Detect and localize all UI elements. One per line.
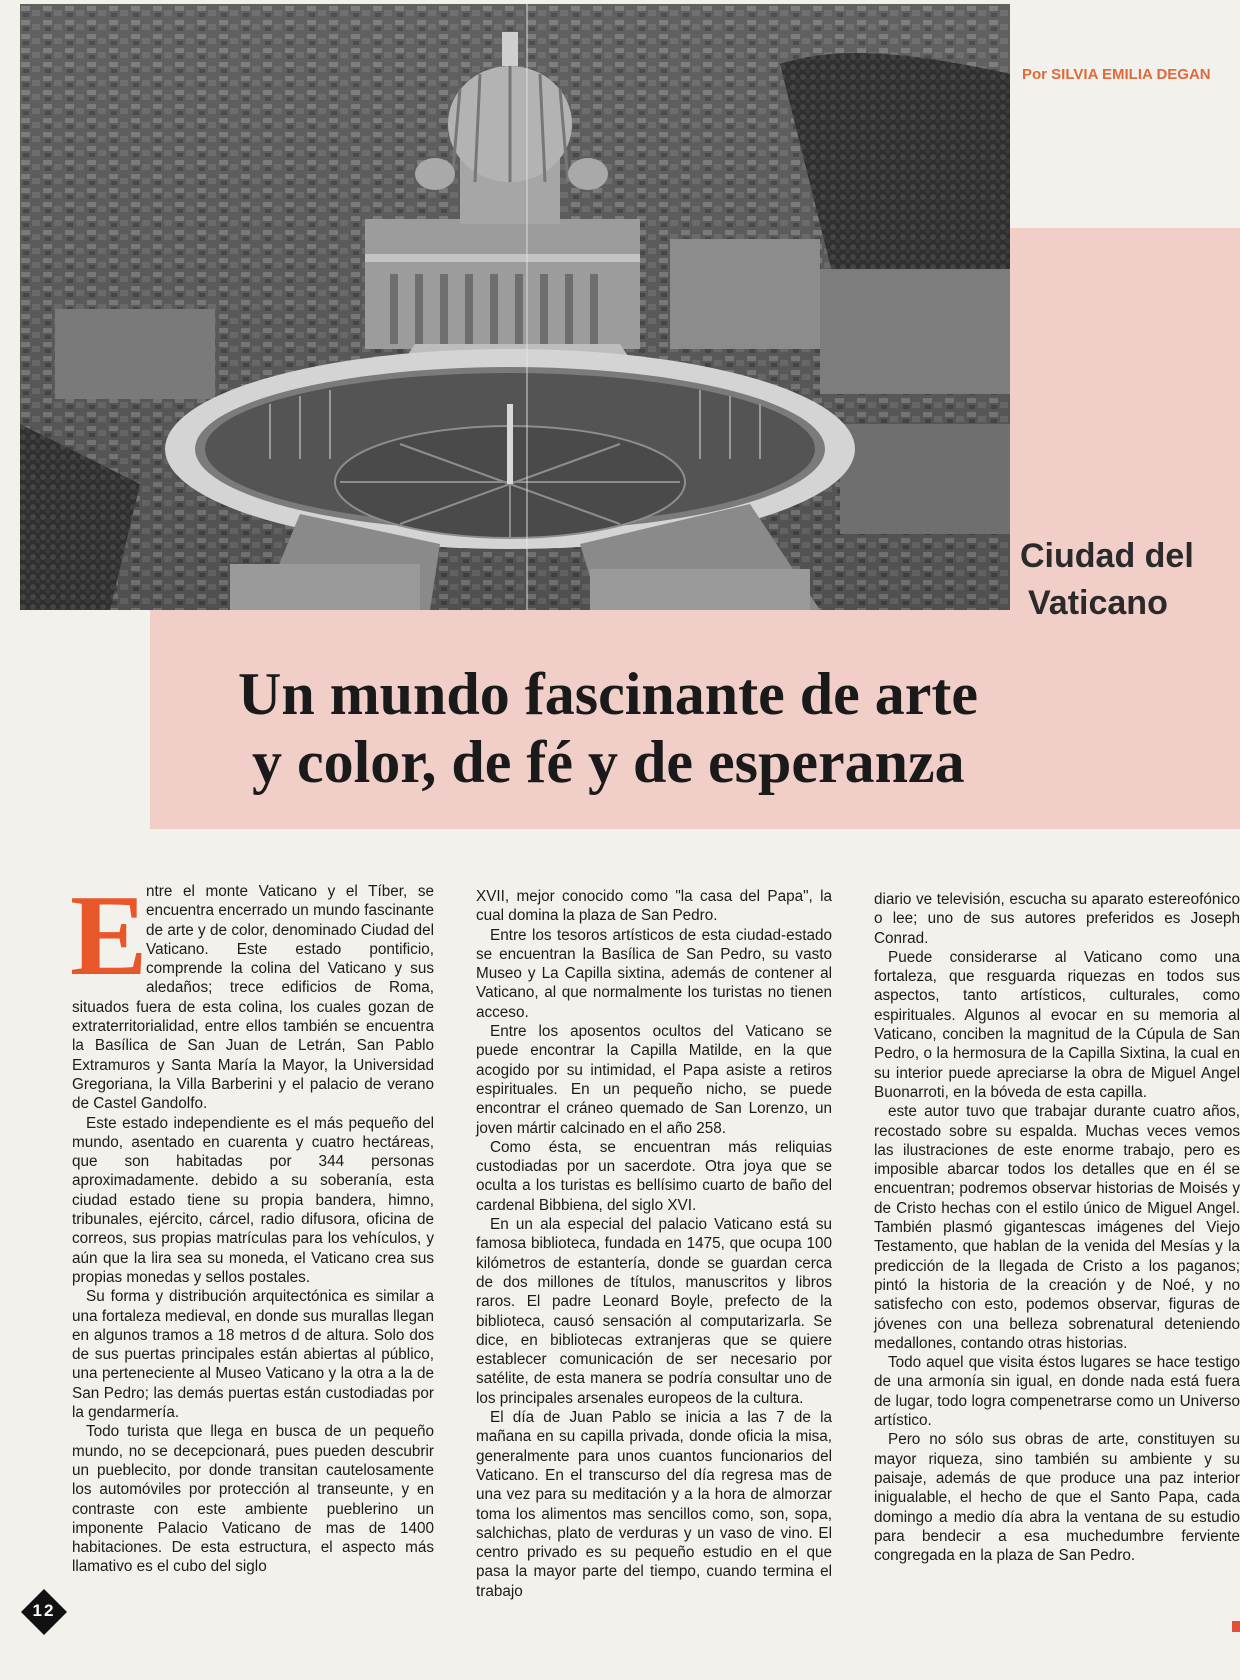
drop-cap: E: [70, 872, 148, 1000]
paragraph: Entre los aposentos ocultos del Vaticano se puede encontrar la Capilla Matilde, en la que acogido por su intimidad, el Papa asiste a retiros espirituales. En un pequeño nicho, se puede encontrar el cráneo quemado de San Lorenzo, un joven mártir calcinado en el año 258.: [476, 1023, 832, 1137]
byline: Por SILVIA EMILIA DEGAN: [1022, 66, 1211, 83]
paragraph: este autor tuvo que trabajar durante cuatro años, recostado sobre su espalda. Muchas veces vemos las ilustraciones de este enorme trabajo, pero es imposible abarcar todos los detalles que en él se encuentran; podremos observar historias de Moisés y de Cristo hechas con el estilo único de Miguel Angel. También plasmó gigantescas imágenes del Viejo Testamento, que hablan de la venida del Mesías y la predicción de la llegada de Cristo a los paganos; pintó la historia de la creación y de Noé, y no satisfecho con esto, podemos observar, figuras de jóvenes con una belleza sobrenatural deteniendo medallones, contando otras historias.: [874, 1103, 1240, 1352]
paragraph: Como ésta, se encuentran más reliquias custodiadas por un sacerdote. Otra joya que se oculta a los turistas es bellísimo cuarto de baño del cardenal Bibbiena, del siglo XVI.: [476, 1138, 832, 1214]
paragraph: Todo aquel que visita éstos lugares se hace testigo de una armonía sin igual, en donde nada está fuera de lugar, todo logra compenetrarse como un Universo artístico.: [874, 1354, 1240, 1430]
paragraph: El día de Juan Pablo se inicia a las 7 de la mañana en su capilla privada, donde oficia la misa, generalmente para unos cuantos funcionarios del Vaticano. En el transcurso del día regresa mas de una vez para su meditación y a la hora de almorzar toma los alimentos mas sencillos como, son, sopa, salchichas, plato de verduras y un vaso de vino. El centro privado es su pequeño estudio en el que pasa la mayor parte del tiempo, cuando termina el trabajo: [476, 1409, 832, 1600]
paragraph: XVII, mejor conocido como "la casa del Papa", la cual domina la plaza de San Pedro.: [476, 888, 832, 925]
paragraph: Entre los tesoros artísticos de esta ciudad-estado se encuentran la Basílica de San Pedro, su vasto Museo y La Capilla sixtina, además de contener al Vaticano, al que normalmente los turistas no tienen acceso.: [476, 926, 832, 1021]
paragraph: Pero no sólo sus obras de arte, constituyen su mayor riqueza, sino también su ambiente y su paisaje, además de que produce una paz interior inigualable, el hecho de que el Santo Papa, cada domingo a medio día abra la ventana de su estudio para bendecir a esa muchedumbre ferviente congregada en la plaza de San Pedro.: [874, 1431, 1240, 1565]
end-of-article-mark: [1232, 1621, 1240, 1632]
page-number-badge: [20, 1588, 68, 1636]
article-column-3: [874, 890, 1240, 1565]
headline: [238, 660, 1240, 796]
paragraph: Este estado independiente es el más pequeño del mundo, asentado en cuarenta y cuatro hectáreas, que son habitadas por 344 personas aproximadamente. debido a su soberanía, esta ciudad estado tiene su propia bandera, himno, tribunales, ejército, cárcel, radio difusora, oficina de correos, sus propias matrículas para los vehículos, y aún que la lira sea su moneda, el Vaticano crea sus propias monedas y sellos postales.: [72, 1114, 434, 1286]
paragraph: Su forma y distribución arquitectónica es similar a una fortaleza medieval, en donde sus murallas llegan en algunos tramos a 18 metros d de altura. Solo dos de sus puertas principales están abiertas al público, una perteneciente al Museo Vaticano y la otra a la de San Pedro; las demás puertas están custodiadas por la gendarmería.: [72, 1288, 434, 1422]
page-number: 12: [32, 1601, 56, 1620]
aerial-photo: [20, 4, 1010, 610]
paragraph: Puede considerarse al Vaticano como una fortaleza, que resguarda riquezas en todos sus aspectos, tanto artísticos, culturales, como espirituales. Algunos al evocar en su memoria al Vaticano, conciben la magnitud de la Cúpula de San Pedro, o la hermosura de la Capilla Sixtina, la cual en su interior puede apreciarse la obra de Miguel Angel Buonarroti, en la bóveda de esta capilla.: [874, 948, 1240, 1101]
paragraph: Todo turista que llega en busca de un pequeño mundo, no se decepcionará, pues pueden descubrir un pueblecito, por donde transitan cautelosamente los automóviles por protección al transeunte, y en contraste con este ambiente pueblerino un imponente Palacio Vaticano de mas de 1400 habitaciones. De esta estructura, el aspecto más llamativo es el cubo del siglo: [72, 1423, 434, 1576]
kicker-line-2: Vaticano: [1028, 584, 1168, 622]
article-column-1: [70, 872, 434, 1577]
headline-line-2: y color, de fé y de esperanza: [252, 729, 965, 795]
paragraph: diario ve televisión, escucha su aparato estereofónico o lee; uno de sus autores preferidos es Joseph Conrad.: [874, 891, 1240, 947]
article-column-2: [476, 887, 832, 1601]
kicker-line-1: Ciudad del: [1020, 537, 1194, 575]
paragraph: ntre el monte Vaticano y el Tíber, se encuentra encerrado un mundo fascinante de arte y de color, denominado Ciudad del Vaticano. Este estado pontificio, comprende la colina del Vaticano y sus aledaños; trece edificios de Roma, situados fuera de esta colina, los cuales gozan de extraterritorialidad, entre ellos también se encuentra la Basílica de San Juan de Letrán, San Pablo Extramuros y Santa María la Mayor, la Universidad Gregoriana, la Villa Barberini y el palacio de verano de Castel Gandolfo.: [72, 883, 434, 1113]
paragraph: En un ala especial del palacio Vaticano está su famosa biblioteca, fundada en 1475, que ocupa 100 kilómetros de estantería, donde se guardan cerca de dos millones de títulos, manuscritos y libros raros. El padre Leonard Boyle, prefecto de la biblioteca, causó sensación al computarizarla. Se dice, en bibliotecas extranjeras que se quiere establecer comunicación de ser necesario por satélite, de esta manera se podría consultar uno de los principales arsenales europeos de la cultura.: [476, 1216, 832, 1407]
section-kicker: [1020, 533, 1220, 627]
headline-line-1: Un mundo fascinante de arte: [238, 661, 979, 727]
aerial-photo-st-peters-square-icon: [20, 4, 1010, 610]
